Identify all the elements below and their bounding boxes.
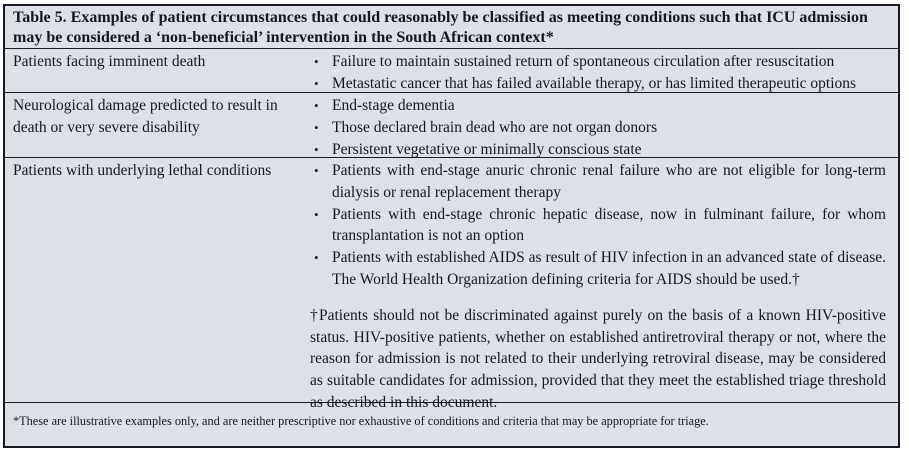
table-5 <box>3 4 900 448</box>
list-item: • Patients with end-stage anuric chronic renal failure who are not eligible for long-term dialysis or renal replacement therapy <box>305 160 886 204</box>
condition-cell: Patients facing imminent death <box>13 53 206 70</box>
list-item: • Those declared brain dead who are not organ donors <box>305 117 886 139</box>
examples-list <box>305 51 886 95</box>
table-row <box>5 48 898 92</box>
list-item: • Failure to maintain sustained return of spontaneous circulation after resuscitation <box>305 51 886 73</box>
hiv-status-note: †Patients should not be discriminated against purely on the basis of a known HIV-positive status. HIV-positive patients, whether on established antiretroviral therapy or not, where the reason for admission is not related to their underlying retroviral disease, may be considered as suitable candidates for admission, provided that they meet the established triage threshold as described in this document. <box>310 306 886 411</box>
list-item: • Patients with established AIDS as result of HIV infection in an advanced state of disease. The World Health Organization defining criteria for AIDS should be used.† <box>305 247 886 291</box>
list-item: • Metastatic cancer that has failed available therapy, or has limited therapeutic options <box>305 73 886 95</box>
table-row <box>5 92 898 157</box>
condition-cell: Patients with underlying lethal conditions <box>13 162 272 179</box>
examples-list <box>305 160 886 291</box>
table-title: Table 5. Examples of patient circumstances that could reasonably be classified as meeting conditions such that ICU admission may be considered a ‘non-beneficial’ intervention in the South African context* <box>13 9 868 46</box>
table-row <box>5 157 898 411</box>
list-item: • End-stage dementia <box>305 95 886 117</box>
table-footnote: *These are illustrative examples only, and are neither prescriptive nor exhaustive of conditions and criteria that may be appropriate for triage. <box>5 402 898 445</box>
examples-cell <box>305 93 898 157</box>
condition-cell: Neurological damage predicted to result in death or very severe disability <box>13 97 278 136</box>
list-item: • Patients with end-stage chronic hepatic disease, now in fulminant failure, for whom transplantation is not an option <box>305 204 886 248</box>
examples-cell <box>305 158 898 411</box>
examples-list <box>305 95 886 160</box>
list-item: • Persistent vegetative or minimally conscious state <box>305 139 886 161</box>
examples-cell <box>305 49 898 92</box>
